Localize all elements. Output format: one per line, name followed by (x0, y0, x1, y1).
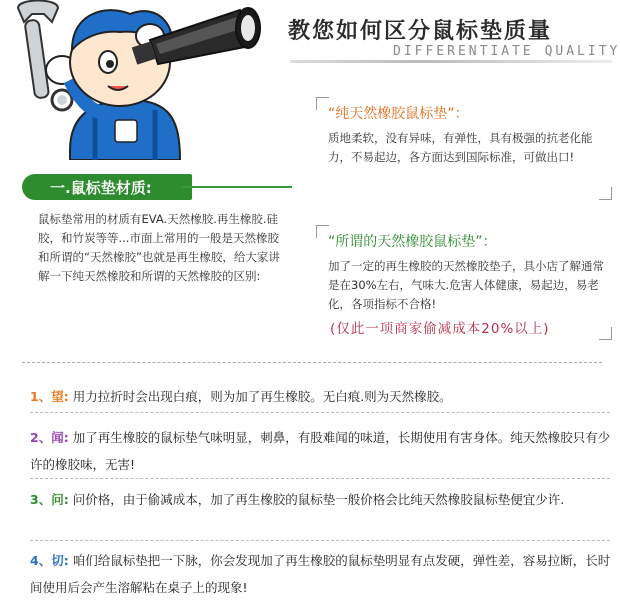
so-called-rubber-box (316, 225, 612, 340)
method-item-feel (30, 547, 615, 601)
method-text: 问价格，由于偷减成本，加了再生橡胶的鼠标垫一般价格会比纯天然橡胶鼠标垫便宜少许. (72, 492, 565, 507)
section-divider (22, 362, 602, 363)
page-subtitle: DIFFERENTIATE QUALITY (393, 44, 620, 59)
title-underline (290, 60, 612, 63)
method-label: 4、切: (30, 553, 69, 568)
corner-decoration (599, 187, 612, 200)
mascot-illustration (0, 0, 290, 160)
method-text: 加了再生橡胶的鼠标垫气味明显，刺鼻，有股难闻的味道，长期使用有害身体。纯天然橡胶只有少许的橡胶味，无害! (30, 430, 611, 472)
row-divider (30, 478, 610, 479)
natural-rubber-title: “纯天然橡胶鼠标垫”： (328, 106, 469, 122)
page-title: 教您如何区分鼠标垫质量 (288, 19, 553, 44)
cost-warning: (仅此一项商家偷减成本20%以上) (330, 321, 550, 337)
so-called-rubber-text: 加了一定的再生橡胶的天然橡胶垫子，具小店了解通常是在30%左右，气味大.危害人体健康，易起边，易老化，各项指标不合格! (328, 259, 604, 311)
row-divider (30, 412, 610, 413)
banner-line (182, 186, 292, 188)
natural-rubber-text: 质地柔软，没有异味，有弹性，具有极强的抗老化能力，不易起边，各方面达到国际标准，可做出口! (328, 131, 593, 164)
method-item-ask (30, 486, 615, 513)
corner-decoration (599, 327, 612, 340)
method-label: 2、闻: (30, 430, 69, 445)
method-label: 1、望: (30, 389, 69, 404)
material-section-title: 一.鼠标垫材质: (50, 179, 152, 197)
material-section-banner (22, 174, 288, 200)
method-item-look (30, 383, 615, 410)
method-item-smell (30, 424, 615, 478)
method-label: 3、问: (30, 492, 69, 507)
method-text: 咱们给鼠标垫把一下脉，你会发现加了再生橡胶的鼠标垫明显有点发硬，弹性差，容易拉断，长时间使用后会产生溶解粘在桌子上的现象! (30, 553, 611, 595)
so-called-rubber-title: “所谓的天然橡胶鼠标垫”： (328, 234, 497, 250)
row-divider (30, 540, 610, 541)
method-text: 用力拉折时会出现白痕，则为加了再生橡胶。无白痕.则为天然橡胶。 (72, 389, 452, 404)
natural-rubber-box (316, 97, 612, 200)
material-section-body: 鼠标垫常用的材质有EVA.天然橡胶.再生橡胶.硅胶，和竹炭等等...市面上常用的一般是天然橡胶和所谓的“天然橡胶”也就是再生橡胶，给大家讲解一下纯天然橡胶和所谓的天然橡胶的区别: (38, 212, 280, 283)
